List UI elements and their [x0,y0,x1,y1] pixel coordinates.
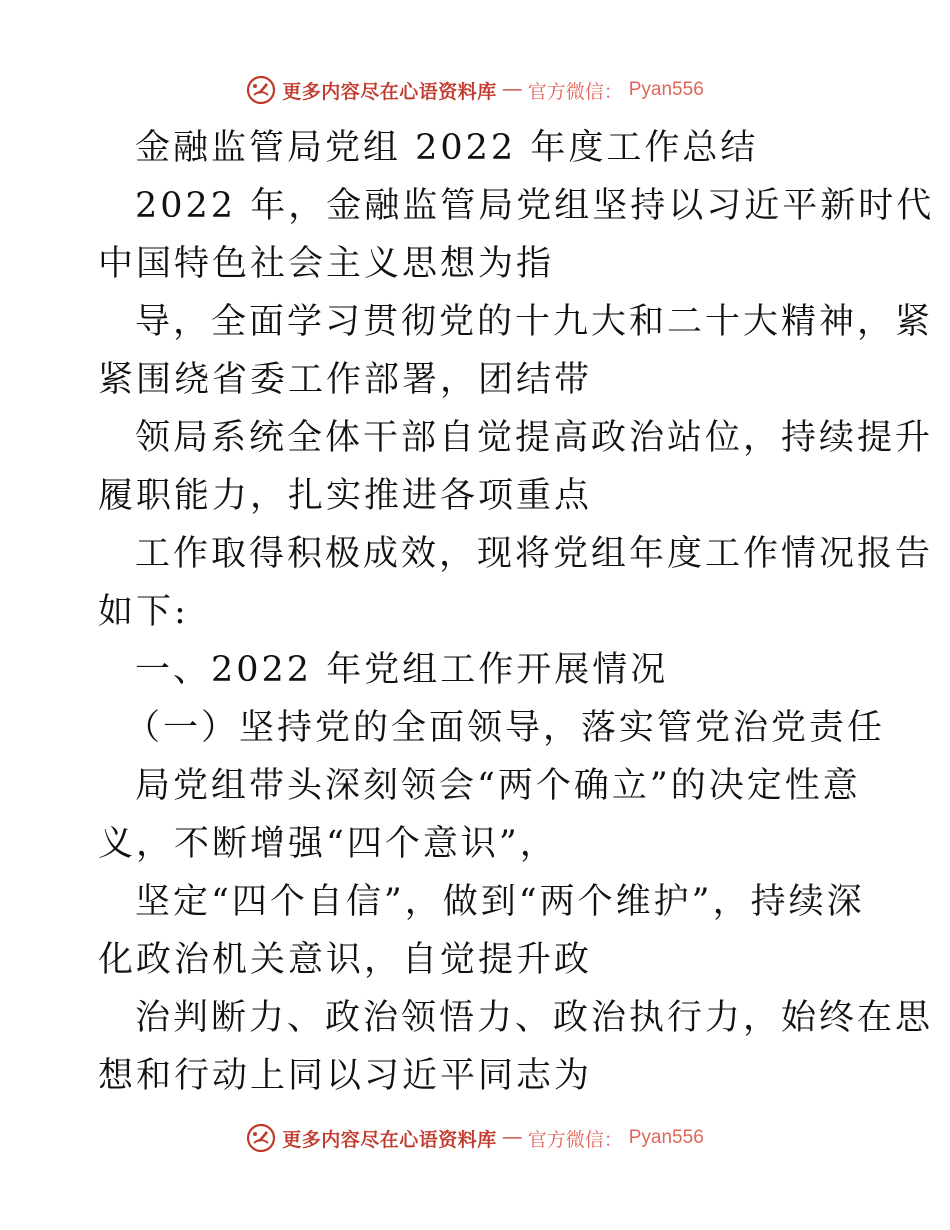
text-line: 2022 年，金融监管局党组坚持以习近平新时代 [135,186,935,226]
text-line: 工作取得积极成效，现将党组年度工作情况报告 [135,534,934,574]
text-line: 如下: [98,592,189,632]
watermark-banner-bottom [0,1118,950,1158]
watermark-dash: — [502,79,522,100]
text-line: 紧围绕省委工作部署，团结带 [98,360,593,400]
watermark-wechat-id: Pyan556 [628,79,704,100]
watermark-site-text: 更多内容尽在心语资料库 [282,80,497,103]
quill-book-icon [246,75,276,105]
text-line: 领局系统全体干部自觉提高政治站位，持续提升 [135,418,934,458]
text-line: 化政治机关意识，自觉提升政 [98,940,593,980]
text-line: 局党组带头深刻领会“两个确立”的决定性意 [135,766,861,806]
text-line: 履职能力，扎实推进各项重点 [98,476,593,516]
watermark-wechat-label: 官方微信： [527,1129,623,1151]
watermark-wechat-id: Pyan556 [628,1127,704,1148]
text-line: 导，全面学习贯彻党的十九大和二十大精神，紧 [135,302,934,342]
section-heading: 一、2022 年党组工作开展情况 [135,650,669,690]
watermark-banner-top [0,70,950,110]
watermark-wechat-label: 官方微信： [527,81,623,103]
watermark-dash: — [502,1127,522,1148]
quill-book-icon [246,1123,276,1153]
subsection-heading: （一）坚持党的全面领导，落实管党治党责任 [125,708,886,748]
text-line: 中国特色社会主义思想为指 [98,244,555,284]
document-title: 金融监管局党组 2022 年度工作总结 [135,128,759,168]
text-line: 治判断力、政治领悟力、政治执行力，始终在思 [135,998,934,1038]
text-line: 坚定“四个自信”，做到“两个维护”，持续深 [135,882,865,922]
text-line: 义，不断增强“四个意识”， [98,824,558,864]
text-line: 想和行动上同以习近平同志为 [98,1056,593,1096]
watermark-site-text: 更多内容尽在心语资料库 [282,1128,497,1151]
